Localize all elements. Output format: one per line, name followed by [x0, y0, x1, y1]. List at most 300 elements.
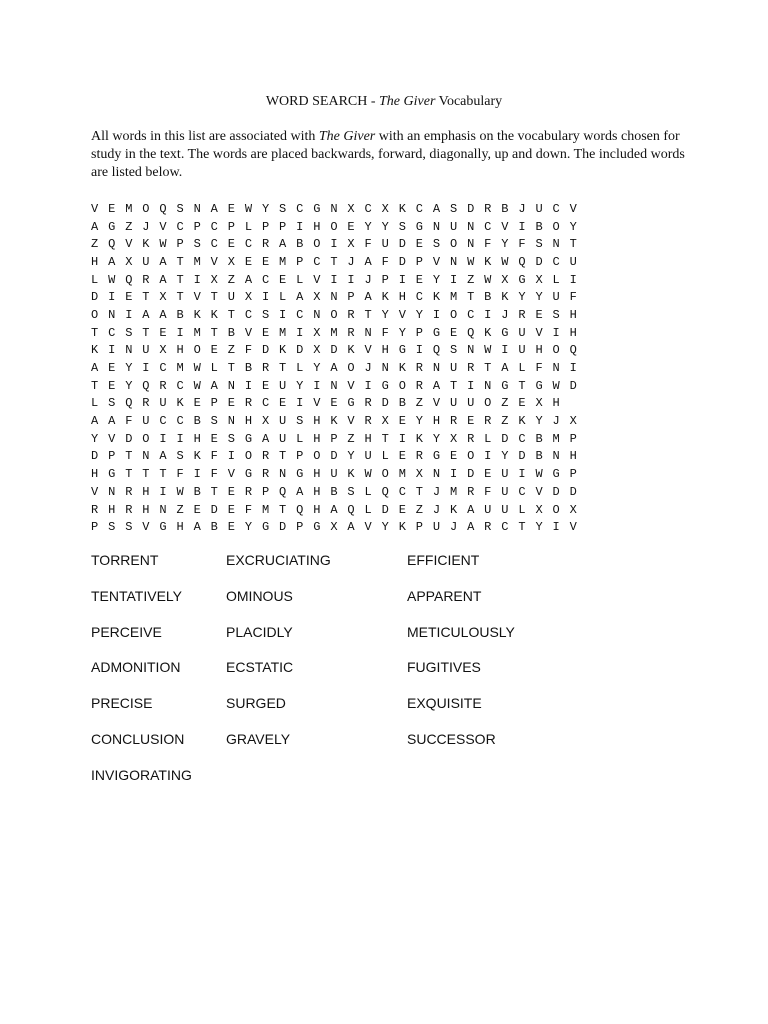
grid-row [91, 342, 587, 360]
grid-letter: K [193, 449, 201, 464]
grid-letter: O [142, 431, 150, 446]
grid-letter: P [381, 272, 389, 287]
grid-letter: N [467, 219, 475, 234]
grid-letter: O [449, 307, 458, 322]
grid-letter: M [398, 467, 406, 482]
grid-letter: N [193, 201, 201, 216]
grid-letter: J [518, 201, 526, 216]
grid-letter: W [484, 343, 492, 358]
grid-letter: H [381, 343, 389, 358]
grid-letter: Y [125, 361, 133, 376]
grid-letter: O [193, 343, 201, 358]
grid-letter: L [296, 361, 304, 376]
grid-letter: K [398, 361, 406, 376]
grid-letter: Z [125, 219, 133, 234]
grid-row [91, 359, 587, 377]
grid-letter: Y [244, 520, 253, 535]
grid-letter: P [415, 520, 423, 535]
grid-letter: X [159, 290, 167, 305]
grid-letter: C [398, 484, 406, 499]
grid-letter: D [381, 396, 389, 411]
grid-letter: A [159, 272, 167, 287]
grid-letter: X [347, 201, 355, 216]
grid-letter: U [364, 449, 372, 464]
grid-letter: X [569, 502, 577, 517]
grid-letter: M [176, 361, 184, 376]
grid-letter: O [91, 307, 99, 322]
grid-letter: U [518, 325, 526, 340]
grid-letter: F [518, 237, 526, 252]
grid-letter: O [244, 449, 253, 464]
grid-letter: D [296, 343, 304, 358]
grid-letter: V [313, 272, 321, 287]
grid-letter: E [193, 502, 201, 517]
grid-letter: E [398, 449, 406, 464]
grid-letter: I [484, 449, 492, 464]
grid-letter: Q [108, 237, 116, 252]
grid-letter: C [159, 361, 167, 376]
grid-letter: K [347, 467, 355, 482]
grid-letter: E [449, 449, 458, 464]
grid-letter: C [244, 307, 253, 322]
grid-row [91, 501, 587, 519]
grid-letter: R [244, 484, 253, 499]
grid-letter: F [176, 467, 184, 482]
grid-letter: X [313, 343, 321, 358]
grid-row [91, 430, 587, 448]
grid-row [91, 235, 587, 253]
grid-row [91, 288, 587, 306]
grid-letter: R [261, 361, 270, 376]
grid-letter: Y [125, 378, 133, 393]
grid-letter: T [467, 290, 475, 305]
grid-letter: D [569, 378, 577, 393]
grid-letter: Y [381, 219, 389, 234]
grid-letter: E [398, 414, 406, 429]
grid-letter: G [552, 467, 560, 482]
grid-letter: U [569, 254, 577, 269]
grid-letter: H [313, 219, 321, 234]
grid-letter: E [159, 325, 167, 340]
grid-letter: Q [296, 502, 304, 517]
grid-letter: E [227, 201, 235, 216]
grid-letter: I [398, 272, 406, 287]
grid-letter: F [381, 325, 389, 340]
grid-letter: G [432, 325, 441, 340]
grid-letter: S [279, 201, 287, 216]
grid-letter: N [330, 201, 338, 216]
grid-letter: U [279, 378, 287, 393]
grid-letter: S [296, 414, 304, 429]
grid-letter: A [193, 520, 201, 535]
grid-letter: L [210, 361, 218, 376]
grid-letter: J [449, 520, 458, 535]
grid-letter: R [467, 484, 475, 499]
grid-letter: U [501, 502, 509, 517]
grid-letter: T [330, 254, 338, 269]
title-prefix: WORD SEARCH - [265, 94, 380, 109]
grid-letter: P [108, 449, 116, 464]
grid-letter: E [347, 219, 355, 234]
grid-letter: P [193, 219, 201, 234]
grid-letter: V [91, 201, 99, 216]
grid-letter: X [244, 290, 253, 305]
grid-letter: P [347, 290, 355, 305]
grid-letter: W [364, 467, 372, 482]
grid-letter: K [484, 254, 492, 269]
instructions-text-1: All words in this list are associated with [91, 129, 319, 144]
grid-letter: B [210, 520, 218, 535]
grid-letter: O [552, 343, 560, 358]
grid-letter: P [261, 484, 270, 499]
grid-letter: U [467, 396, 475, 411]
grid-letter: N [108, 484, 116, 499]
grid-letter: C [484, 219, 492, 234]
grid-letter: S [552, 307, 560, 322]
grid-letter: P [176, 237, 184, 252]
grid-letter: I [501, 343, 509, 358]
word-list-item: ECSTATIC [226, 659, 294, 676]
grid-letter: D [279, 520, 287, 535]
grid-letter: B [484, 290, 492, 305]
grid-letter: K [142, 237, 150, 252]
grid-letter: O [313, 237, 321, 252]
grid-letter: P [296, 520, 304, 535]
grid-letter: D [518, 449, 526, 464]
grid-letter: G [261, 520, 270, 535]
grid-letter: Z [467, 272, 475, 287]
grid-letter: P [296, 449, 304, 464]
grid-letter: N [125, 343, 133, 358]
grid-letter: T [159, 467, 167, 482]
grid-letter: W [535, 467, 543, 482]
grid-letter: Y [432, 272, 441, 287]
grid-letter: L [518, 361, 526, 376]
grid-letter: U [552, 290, 560, 305]
grid-letter: A [159, 254, 167, 269]
grid-letter: W [159, 237, 167, 252]
grid-letter: X [330, 520, 338, 535]
grid-letter: T [91, 325, 99, 340]
grid-letter: O [449, 237, 458, 252]
grid-letter: P [569, 431, 577, 446]
grid-letter: X [125, 254, 133, 269]
grid-letter: N [142, 449, 150, 464]
grid-letter: E [261, 325, 270, 340]
grid-letter: V [535, 484, 543, 499]
grid-letter: D [330, 343, 338, 358]
grid-letter: R [415, 449, 423, 464]
grid-letter: V [364, 520, 372, 535]
grid-letter: R [484, 414, 492, 429]
grid-letter: J [501, 307, 509, 322]
grid-letter: P [415, 325, 423, 340]
grid-letter: R [125, 502, 133, 517]
grid-letter: I [467, 378, 475, 393]
grid-letter: E [535, 307, 543, 322]
grid-letter: Z [227, 343, 235, 358]
grid-row [91, 324, 587, 342]
grid-letter: Q [432, 343, 441, 358]
grid-letter: K [398, 201, 406, 216]
grid-letter: I [261, 290, 270, 305]
word-list-item: SUCCESSOR [407, 730, 496, 747]
grid-letter: E [227, 396, 235, 411]
grid-letter: S [347, 484, 355, 499]
grid-letter: W [244, 201, 253, 216]
grid-letter: F [244, 502, 253, 517]
grid-letter: L [518, 502, 526, 517]
grid-letter: P [210, 396, 218, 411]
grid-letter: V [210, 254, 218, 269]
grid-letter: F [484, 484, 492, 499]
grid-letter: H [176, 343, 184, 358]
grid-letter: W [552, 378, 560, 393]
grid-letter: Y [432, 431, 441, 446]
grid-letter: A [159, 449, 167, 464]
grid-letter: J [347, 254, 355, 269]
grid-letter: B [176, 307, 184, 322]
grid-letter: N [313, 307, 321, 322]
grid-letter: C [261, 272, 270, 287]
grid-letter: H [176, 520, 184, 535]
grid-letter: I [296, 396, 304, 411]
grid-letter: L [296, 272, 304, 287]
grid-letter: T [569, 237, 577, 252]
grid-letter: D [210, 502, 218, 517]
grid-letter: P [227, 219, 235, 234]
word-list-item: PERCEIVE [91, 623, 162, 640]
grid-letter: X [159, 343, 167, 358]
grid-letter: Y [91, 431, 99, 446]
grid-letter: X [449, 431, 458, 446]
grid-letter: W [193, 361, 201, 376]
grid-letter: I [449, 272, 458, 287]
grid-letter: R [518, 307, 526, 322]
grid-letter: I [415, 343, 423, 358]
grid-letter: M [261, 502, 270, 517]
grid-letter: C [210, 237, 218, 252]
grid-letter: G [381, 378, 389, 393]
grid-letter: V [227, 467, 235, 482]
grid-letter: I [484, 307, 492, 322]
grid-letter: U [142, 254, 150, 269]
word-list-item: TENTATIVELY [91, 587, 183, 604]
grid-letter: T [125, 467, 133, 482]
word-list-item: CONCLUSION [91, 730, 185, 747]
grid-letter: Z [347, 431, 355, 446]
grid-letter: U [518, 343, 526, 358]
grid-letter: E [261, 378, 270, 393]
grid-letter: J [432, 484, 441, 499]
grid-letter: B [535, 219, 543, 234]
grid-letter: V [159, 219, 167, 234]
grid-letter: L [364, 502, 372, 517]
title-book-name: The Giver [379, 94, 436, 109]
grid-letter: D [398, 254, 406, 269]
grid-letter: I [364, 378, 372, 393]
grid-letter: T [210, 325, 218, 340]
grid-letter: I [398, 431, 406, 446]
grid-letter: Q [142, 378, 150, 393]
grid-letter: R [415, 361, 423, 376]
grid-letter: E [125, 290, 133, 305]
grid-letter: A [330, 361, 338, 376]
grid-letter: L [244, 219, 253, 234]
grid-letter: T [142, 290, 150, 305]
grid-letter: V [125, 237, 133, 252]
grid-letter: O [313, 449, 321, 464]
grid-letter: R [484, 520, 492, 535]
grid-letter: Q [159, 201, 167, 216]
grid-letter: H [398, 290, 406, 305]
grid-letter: C [518, 484, 526, 499]
grid-letter: B [193, 414, 201, 429]
grid-letter: Q [347, 502, 355, 517]
grid-letter: N [108, 307, 116, 322]
grid-letter: I [296, 219, 304, 234]
grid-letter: S [108, 520, 116, 535]
word-list-item: APPARENT [407, 587, 482, 604]
grid-letter: A [296, 290, 304, 305]
grid-letter: T [449, 378, 458, 393]
grid-letter: Y [398, 325, 406, 340]
grid-letter: I [449, 467, 458, 482]
grid-letter: A [210, 378, 218, 393]
grid-letter: U [501, 467, 509, 482]
word-list-item: FUGITIVES [407, 659, 481, 676]
grid-letter: H [313, 502, 321, 517]
grid-letter: T [227, 361, 235, 376]
grid-letter: S [227, 431, 235, 446]
grid-letter: X [210, 272, 218, 287]
grid-letter: W [108, 272, 116, 287]
grid-letter: M [279, 325, 287, 340]
grid-letter: S [176, 201, 184, 216]
grid-letter: J [142, 219, 150, 234]
grid-letter: H [569, 307, 577, 322]
grid-letter: F [244, 343, 253, 358]
grid-letter: N [467, 237, 475, 252]
grid-letter: Y [381, 307, 389, 322]
grid-letter: L [279, 290, 287, 305]
grid-letter: S [261, 307, 270, 322]
grid-letter: K [501, 290, 509, 305]
word-search-grid [91, 200, 587, 536]
grid-letter: U [535, 201, 543, 216]
grid-letter: R [364, 396, 372, 411]
grid-letter: V [432, 254, 441, 269]
grid-letter: J [552, 414, 560, 429]
grid-letter: O [552, 219, 560, 234]
grid-letter: V [347, 378, 355, 393]
grid-letter: E [484, 467, 492, 482]
grid-letter: T [176, 290, 184, 305]
grid-letter: U [279, 414, 287, 429]
grid-letter: V [432, 396, 441, 411]
grid-letter: A [364, 254, 372, 269]
grid-letter: N [432, 361, 441, 376]
grid-letter: U [227, 290, 235, 305]
grid-letter: C [552, 254, 560, 269]
grid-letter: E [467, 414, 475, 429]
grid-letter: I [569, 361, 577, 376]
grid-row [91, 483, 587, 501]
grid-letter: E [108, 201, 116, 216]
grid-letter: E [227, 502, 235, 517]
grid-letter: K [330, 414, 338, 429]
grid-letter: D [467, 201, 475, 216]
grid-letter: R [91, 502, 99, 517]
word-list-item: EFFICIENT [407, 552, 480, 568]
grid-letter: O [330, 307, 338, 322]
grid-letter: T [279, 502, 287, 517]
grid-letter: X [535, 272, 543, 287]
grid-letter: I [159, 484, 167, 499]
grid-letter: C [364, 201, 372, 216]
grid-letter: S [432, 237, 441, 252]
grid-letter: Q [125, 396, 133, 411]
word-list-item: EXCRUCIATING [226, 552, 331, 568]
grid-letter: M [449, 290, 458, 305]
grid-letter: H [108, 502, 116, 517]
grid-letter: U [330, 467, 338, 482]
grid-letter: Y [261, 201, 270, 216]
grid-letter: H [244, 414, 253, 429]
grid-letter: R [364, 414, 372, 429]
grid-letter: M [279, 254, 287, 269]
grid-letter: B [330, 484, 338, 499]
grid-letter: I [330, 237, 338, 252]
grid-letter: Q [125, 272, 133, 287]
grid-letter: S [535, 237, 543, 252]
word-list-item: SURGED [226, 695, 286, 712]
grid-letter: Y [501, 449, 509, 464]
grid-letter: A [279, 237, 287, 252]
grid-letter: G [244, 431, 253, 446]
grid-letter: G [415, 219, 423, 234]
grid-letter: G [159, 520, 167, 535]
grid-letter: N [484, 378, 492, 393]
grid-letter: C [296, 201, 304, 216]
grid-letter: Z [501, 396, 509, 411]
grid-letter: K [398, 520, 406, 535]
grid-letter: H [364, 431, 372, 446]
grid-letter: H [142, 484, 150, 499]
grid-letter: E [108, 378, 116, 393]
grid-letter: O [347, 361, 355, 376]
grid-letter: C [501, 520, 509, 535]
grid-letter: L [91, 272, 99, 287]
grid-letter: D [91, 290, 99, 305]
grid-letter: V [569, 201, 577, 216]
grid-letter: L [484, 431, 492, 446]
grid-letter: P [91, 520, 99, 535]
grid-letter: T [279, 449, 287, 464]
grid-row [91, 218, 587, 236]
grid-letter: B [244, 361, 253, 376]
grid-letter: G [535, 378, 543, 393]
instructions-book-name: The Giver [318, 129, 376, 144]
grid-letter: X [535, 502, 543, 517]
grid-letter: S [398, 219, 406, 234]
grid-letter: S [210, 414, 218, 429]
grid-letter: N [432, 219, 441, 234]
grid-letter: I [279, 307, 287, 322]
word-list-item: GRAVELY [226, 730, 291, 747]
grid-letter: C [415, 290, 423, 305]
instructions-text-2: with an emphasis on the vocabulary words chosen for study in the text. The words are placed backwards, forward, diagonally, up and down. The included words are listed below. [91, 129, 685, 180]
